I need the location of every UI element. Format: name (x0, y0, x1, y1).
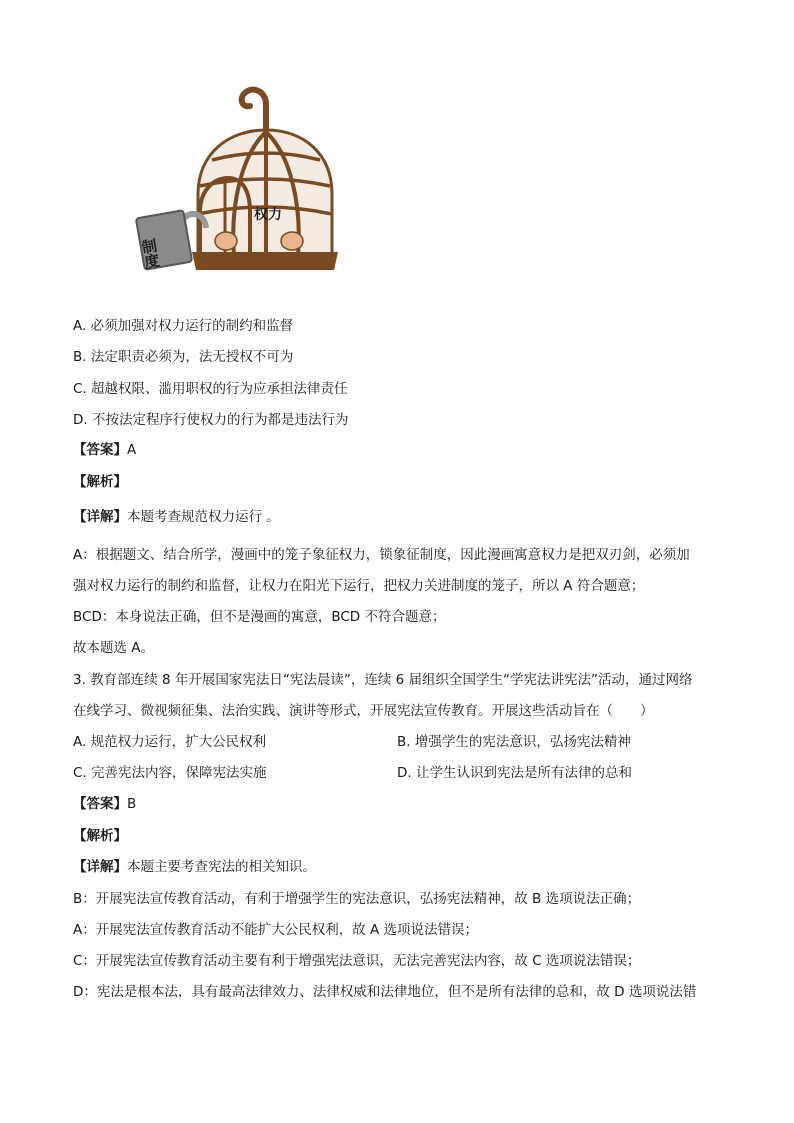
q2-answer (73, 441, 136, 459)
q3-explanation-line: D：宪法是根本法，具有最高法律效力、法律权威和法律地位，但不是所有法律的总和，故 D 选项说法错 (73, 984, 697, 1000)
q3-explanation-line: C：开展宪法宣传教育活动主要有利于增强宪法意识，无法完善宪法内容，故 C 选项说法错误； (73, 953, 641, 969)
q2-analysis-tag: 【解析】 (73, 474, 127, 490)
q2-detail (73, 508, 280, 526)
answer-tag: 【答案】 (73, 442, 127, 458)
q3-option-a: A. 规范权力运行，扩大公民权利 (73, 734, 267, 750)
q3-stem-line: 3. 教育部连续 8 年开展国家宪法日“宪法晨读”，连续 6 届组织全国学生“学宪法讲宪法”活动，通过网络 (73, 672, 693, 688)
q3-explanation-line: B：开展宪法宣传教育活动，有利于增强学生的宪法意识，弘扬宪法精神，故 B 选项说法正确； (73, 891, 641, 907)
detail-text: 本题主要考查宪法的相关知识。 (127, 859, 316, 875)
q3-option-d: D. 让学生认识到宪法是所有法律的总和 (397, 765, 632, 781)
q3-detail (73, 858, 316, 876)
q2-explanation-line: 故本题选 A。 (73, 640, 155, 656)
q2-explanation-line: A：根据题文、结合所学，漫画中的笼子象征权力，锁象征制度，因此漫画寓意权力是把双刃剑，必须加 (73, 547, 690, 563)
answer-value: B (127, 796, 137, 812)
q2-explanation-line: 强对权力运行的制约和监督，让权力在阳光下运行，把权力关进制度的笼子，所以 A 符合题意； (73, 578, 645, 594)
q3-option-c: C. 完善宪法内容，保障宪法实施 (73, 765, 267, 781)
q3-explanation-line: A：开展宪法宣传教育活动不能扩大公民权利，故 A 选项说法错误； (73, 922, 479, 938)
detail-tag: 【详解】 (73, 509, 127, 525)
q2-option-a: A. 必须加强对权力运行的制约和监督 (73, 318, 294, 334)
q3-option-b: B. 增强学生的宪法意识，弘扬宪法精神 (397, 734, 631, 750)
cage-label: 权力 (254, 207, 282, 223)
q3-answer (73, 795, 136, 813)
answer-tag: 【答案】 (73, 796, 127, 812)
detail-text: 本题考查规范权力运行 。 (127, 509, 280, 525)
answer-value: A (127, 442, 137, 458)
cartoon-cage-illustration (134, 84, 346, 274)
q3-analysis-tag: 【解析】 (73, 828, 127, 844)
q2-option-b: B. 法定职责必须为，法无授权不可为 (73, 349, 294, 365)
q2-option-c: C. 超越权限、滥用职权的行为应承担法律责任 (73, 381, 348, 397)
lock-label: 制度 (138, 237, 162, 270)
q2-explanation-line: BCD：本身说法正确，但不是漫画的寓意，BCD 不符合题意； (73, 609, 446, 625)
detail-tag: 【详解】 (73, 859, 127, 875)
q2-option-d: D. 不按法定程序行使权力的行为都是违法行为 (73, 412, 349, 428)
q3-stem-line: 在线学习、微视频征集、法治实践、演讲等形式，开展宪法宣传教育。开展这些活动旨在（ ） (73, 703, 654, 719)
